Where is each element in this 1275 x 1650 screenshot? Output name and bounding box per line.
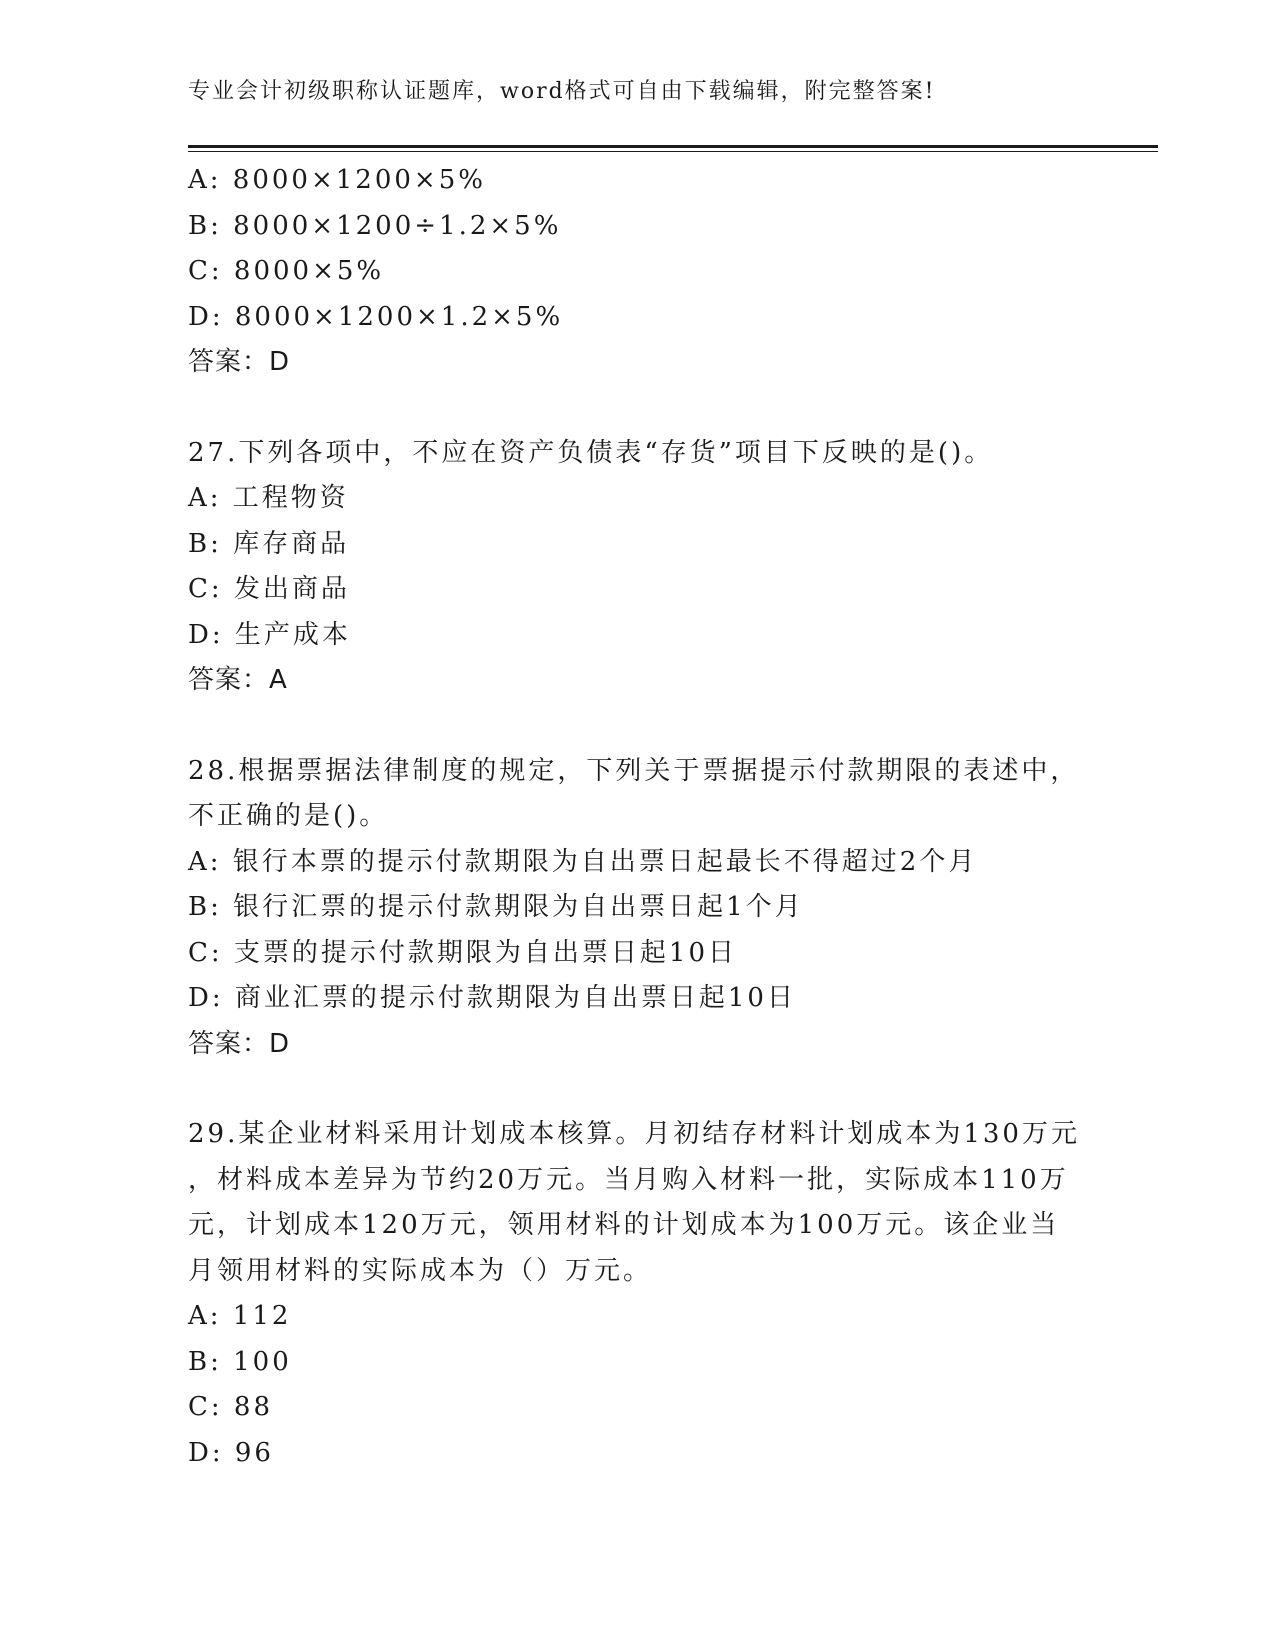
question-stem: 27.下列各项中，不应在资产负债表“存货”项目下反映的是()。 bbox=[188, 437, 994, 468]
question-stem-line-1: 28.根据票据法律制度的规定，下列关于票据提示付款期限的表述中， bbox=[188, 755, 1080, 786]
option-b: B: 银行汇票的提示付款期限为自出票日起1个月 bbox=[188, 892, 804, 922]
header-rule-thick bbox=[188, 145, 1158, 148]
option-c: C: 发出商品 bbox=[188, 574, 350, 604]
question-stem-line-4: 月领用材料的实际成本为（）万元。 bbox=[188, 1255, 653, 1286]
question-28 bbox=[188, 749, 1088, 1068]
question-stem-line-1: 29.某企业材料采用计划成本核算。月初结存材料计划成本为130万元 bbox=[188, 1119, 1080, 1149]
option-b: B: 8000×1200÷1.2×5% bbox=[188, 210, 562, 241]
option-b: B: 库存商品 bbox=[188, 528, 350, 559]
question-stem-line-3: 元，计划成本120万元，领用材料的计划成本为100万元。该企业当 bbox=[188, 1210, 1060, 1240]
option-b: B: 100 bbox=[188, 1346, 292, 1377]
option-d: D: 96 bbox=[188, 1437, 274, 1468]
header-rule-thin bbox=[188, 151, 1158, 152]
question-29 bbox=[188, 1112, 1088, 1476]
option-c: C: 88 bbox=[188, 1392, 274, 1422]
option-c: C: 8000×5% bbox=[188, 256, 385, 286]
option-a: A: 112 bbox=[188, 1301, 292, 1331]
question-stem-line-2: 不正确的是()。 bbox=[188, 801, 389, 831]
option-a: A: 8000×1200×5% bbox=[188, 165, 486, 195]
answer: 答案：D bbox=[188, 1028, 291, 1059]
question-stem-line-2: ，材料成本差异为节约20万元。当月购入材料一批，实际成本110万 bbox=[188, 1164, 1069, 1195]
option-d: D: 生产成本 bbox=[188, 619, 351, 650]
option-d: D: 8000×1200×1.2×5% bbox=[188, 301, 564, 332]
spacer bbox=[188, 1067, 1088, 1112]
spacer bbox=[188, 704, 1088, 749]
option-d: D: 商业汇票的提示付款期限为自出票日起10日 bbox=[188, 983, 796, 1013]
question-list bbox=[188, 158, 1088, 1476]
question-27 bbox=[188, 431, 1088, 704]
option-a: A: 工程物资 bbox=[188, 483, 349, 513]
spacer bbox=[188, 386, 1088, 431]
option-a: A: 银行本票的提示付款期限为自出票日起最长不得超过2个月 bbox=[188, 846, 978, 877]
answer: 答案：A bbox=[188, 665, 288, 695]
question-26-continued bbox=[188, 158, 1088, 386]
page-header: 专业会计初级职称认证题库，word格式可自由下载编辑，附完整答案! bbox=[188, 79, 936, 104]
answer: 答案：D bbox=[188, 347, 291, 377]
option-c: C: 支票的提示付款期限为自出票日起10日 bbox=[188, 937, 738, 968]
